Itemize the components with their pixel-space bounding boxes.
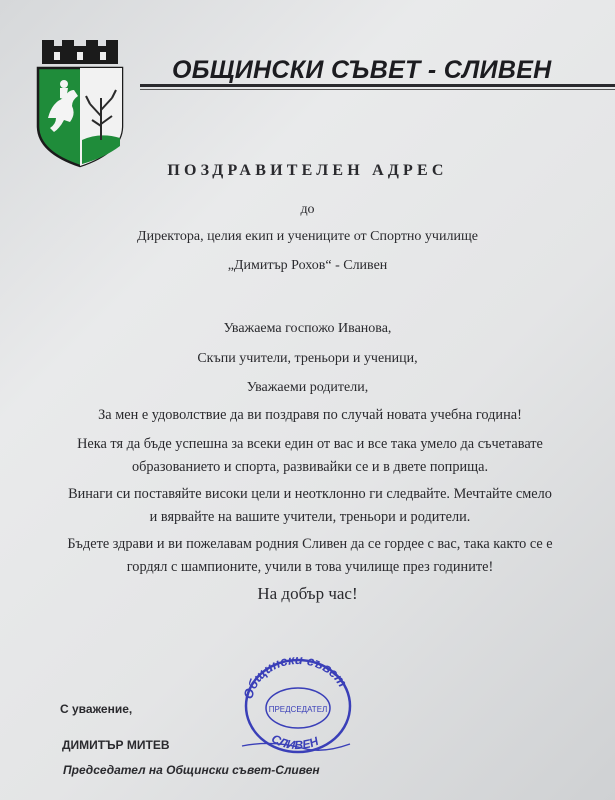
crown-icon bbox=[42, 40, 118, 64]
recipient-line-2: „Димитър Рохов“ - Сливен bbox=[227, 258, 388, 273]
recipient-line-1: Директора, целия екип и учениците от Спортно училище bbox=[137, 229, 478, 244]
stamp-inner-text: ПРЕДСЕДАТЕЛ bbox=[268, 705, 328, 714]
svg-text:Общински съвет bbox=[240, 652, 350, 701]
greeting-2: Скъпи учители, треньори и ученици, bbox=[197, 351, 418, 366]
greeting-3: Уважаеми родители, bbox=[246, 380, 369, 395]
stamp-outer-text: Общински съвет bbox=[240, 651, 351, 701]
signatory-name: ДИМИТЪР МИТЕВ bbox=[62, 738, 170, 752]
signature-regards: С уважение, bbox=[60, 702, 133, 716]
coat-of-arms-logo bbox=[34, 40, 126, 170]
paragraph-4: Бъдете здрави и ви пожелавам родния Сливен да се гордее с вас, така както се е гордял с шампионите, учили в това училище през годините! bbox=[67, 536, 553, 575]
paragraph-2: Нека тя да бъде успешна за всеки един от вас и все така умело да съчетавате образованието и спорта, развивайки се и в двете поприща. bbox=[77, 436, 543, 475]
signatory-position: Председател на Общински съвет-Сливен bbox=[63, 763, 320, 777]
to-word: до bbox=[300, 202, 315, 217]
paragraph-3: Винаги си поставяйте високи цели и неотклонно ги следвайте. Мечтайте смело и вярвайте на вашите учители, треньори и родители. bbox=[68, 486, 552, 525]
paragraph-1: За мен е удоволствие да ви поздравя по случай новата учебна година! bbox=[98, 407, 522, 423]
stamp-bottom-text: СЛИВЕН bbox=[269, 731, 321, 753]
organization-title: ОБЩИНСКИ СЪВЕТ - СЛИВЕН bbox=[172, 56, 552, 84]
letter-heading: ПОЗДРАВИТЕЛЕН АДРЕС bbox=[167, 162, 448, 179]
header-rule-thin bbox=[140, 89, 615, 90]
closing-line: На добър час! bbox=[257, 584, 358, 603]
greeting-1: Уважаема госпожо Иванова, bbox=[223, 321, 392, 336]
header-rule bbox=[140, 84, 615, 87]
official-stamp bbox=[232, 650, 362, 760]
